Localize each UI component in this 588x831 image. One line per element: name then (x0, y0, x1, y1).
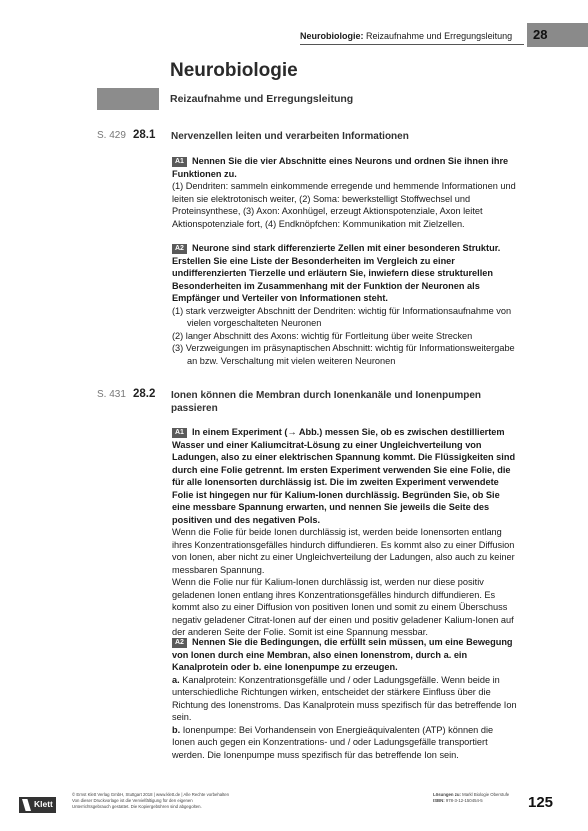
isbn-line (433, 798, 523, 804)
task-badge: A2 (172, 638, 187, 648)
solutions-book: Markl Biologie Oberstufe (460, 792, 510, 797)
section-heading: Nervenzellen leiten und verarbeiten Informationen (171, 131, 409, 142)
answer-list-item: (1) stark verzweigter Abschnitt der Dendriten: wichtig für Informationsaufnahme von vielen vorgeschalteten Neuronen (172, 305, 512, 328)
answer-list-item: (3) Verzweigungen im präsynaptischen Abschnitt: wichtig für Informationsweitergabe an bzw. Verschaltung mit vielen weiteren Neuronen (172, 343, 515, 366)
task-28-2-a1 (172, 426, 517, 639)
task-question (172, 426, 517, 526)
section-number: 28.2 (133, 388, 156, 400)
header-subject: Neurobiologie: (300, 31, 364, 41)
klett-logo-text: Klett (34, 799, 53, 809)
label-b: b. (253, 662, 262, 672)
solutions-label: Lösungen zu: (433, 792, 461, 797)
page-title: Neurobiologie (170, 60, 298, 81)
task-question-text: Neurone sind stark differenzierte Zellen mit einer besonderen Struktur. Erstellen Sie eine Liste der Besonderheiten im Vergleich zu einer undifferenzierten Tierzelle und erläutern Sie, inwiefern diese strukturellen Besonderheiten im Zusammenhang mit der Funktion der Neuronen als Empfänger und Verteiler von Informationen steht. (172, 243, 501, 303)
task-answer: (1) Dendriten: sammeln einkommende erregende und hemmende Informationen und leiten sie elektrotonisch weiter, (2) Soma: bewerkstelligt Stoffwechsel und Proteinsynthese, (3) Axon: Axonhügel, erzeugt Aktionspotenziale, Axon leitet Aktionspotenziale fort, (4) Endknöpfchen: Kommunikation mit Zielzellen. (172, 181, 516, 229)
task-question (172, 242, 517, 305)
isbn-label: ISBN: (433, 798, 445, 803)
answer-b-label: b. (172, 724, 181, 735)
task-28-1-a2 (172, 242, 517, 367)
copyright-line: Von dieser Druckvorlage ist die Vervielfältigung für den eigenen (72, 798, 193, 803)
task-question-text: In einem Experiment (→ Abb.) messen Sie, ob es zwischen destilliertem Wasser und einer Kaliumcitrat-Lösung zu einer Ungleichverteilung von Ladungen, also zu einer elektrischen Spannung kommt. Die Flüssigkeiten sind durch eine Folie getrennt. Im ersten Experiment verwenden Sie eine Folie, die für alle Ionensorten durchlässig ist. Die im zweiten Experiment verwendete Folie ist hingegen nur für Kalium-Ionen durchlässig. Begründen Sie, ob Sie eine messbare Spannung erwarten, und nennen Sie jeweils die Seite des positiven und des negativen Pols. (172, 427, 516, 525)
page-subtitle: Reizaufnahme und Erregungsleitung (170, 93, 354, 105)
task-answer-paragraph: Wenn die Folie für beide Ionen durchlässig ist, werden beide Ionensorten entlang ihres Konzentrationsgefälles hindurch diffundieren. Es kommt also zu einer Diffusion von Ionen, aber nicht zu einer Ungleichverteilung der Ladungen, also auch zu keiner messbaren Spannung. (172, 527, 515, 575)
answer-b-text: Ionenpumpe: Bei Vorhandensein von Energieäquivalenten (ATP) können die Ionen auch gegen ein Konzentrations- und / oder Ladungsgefälle transportiert werden. Die Ionenpumpe muss spezifisch für das betreffende Ion sein. (172, 724, 494, 760)
task-answer-paragraph: Wenn die Folie nur für Kalium-Ionen durchlässig ist, werden nur diese positiv geladenen Ionen entlang ihres Konzentrationsgefälles hindurch diffundieren. Es kommt also zu einer Diffusion von positiven Ionen und somit zu einem Überschuss negativ geladener Citrat-Ionen auf der einen und positiv geladener Kalium-Ionen auf der anderen Seite der Folie. Somit ist eine Spannung messbar. (172, 577, 514, 637)
copyright-line: © Ernst Klett Verlag GmbH, Stuttgart 2018 | www.klett.de | Alle Rechte vorbehalten (72, 792, 230, 797)
task-question-text: Nennen Sie die vier Abschnitte eines Neurons und ordnen Sie ihnen ihre Funktionen zu. (172, 156, 509, 179)
chapter-number-tab: 28 (527, 23, 588, 47)
isbn-value: 978-3-12-150454-5 (444, 798, 483, 803)
answer-b (172, 724, 517, 762)
task-28-2-a2 (172, 636, 517, 761)
klett-logo-icon (22, 799, 31, 811)
task-badge: A1 (172, 157, 187, 167)
copyright-line: Unterrichtsgebrauch gestattet. Die Kopiergebühren sind abgegolten. (72, 804, 202, 809)
label-a: a. (443, 649, 452, 660)
answer-list-item: (2) langer Abschnitt des Axons: wichtig für Fortleitung über weite Strecken (172, 330, 473, 341)
section-number: 28.1 (133, 129, 156, 141)
task-question (172, 636, 517, 674)
running-header (300, 31, 513, 41)
task-question (172, 155, 517, 180)
answer-a (172, 674, 517, 724)
task-28-1-a1 (172, 155, 517, 230)
header-topic: Reizaufnahme und Erregungsleitung (366, 31, 513, 41)
task-question-text: ein Kanalprotein oder (172, 649, 468, 672)
header-rule (300, 44, 524, 45)
task-question-text: eine Ionenpumpe zu erzeugen. (261, 662, 398, 672)
page-number: 125 (528, 794, 554, 811)
section-page-ref: S. 431 (97, 389, 126, 400)
task-badge: A2 (172, 244, 187, 254)
section-page-ref: S. 429 (97, 130, 126, 141)
answer-a-label: a. (172, 674, 180, 685)
footer-copyright (72, 792, 312, 810)
decorative-grey-bar (97, 88, 159, 110)
answer-a-text: Kanalprotein: Konzentrationsgefälle und / oder Ladungsgefälle. Wenn beide in unterschiedliche Richtungen wirken, entscheidet der stärkere Einfluss über die Richtung des Ionenstroms. Das Kanalprotein muss spezifisch für das betreffende Ion sein. (172, 674, 517, 722)
task-question-text: Nennen Sie die Bedingungen, die erfüllt sein müssen, um eine Bewegung von Ionen durch eine Membran, also einen Ionenstrom, durch (172, 637, 513, 660)
footer-book-info (433, 792, 523, 804)
task-badge: A1 (172, 428, 187, 438)
section-heading: Ionen können die Membran durch Ionenkanäle und Ionenpumpen passieren (171, 390, 482, 414)
klett-logo (19, 797, 56, 813)
